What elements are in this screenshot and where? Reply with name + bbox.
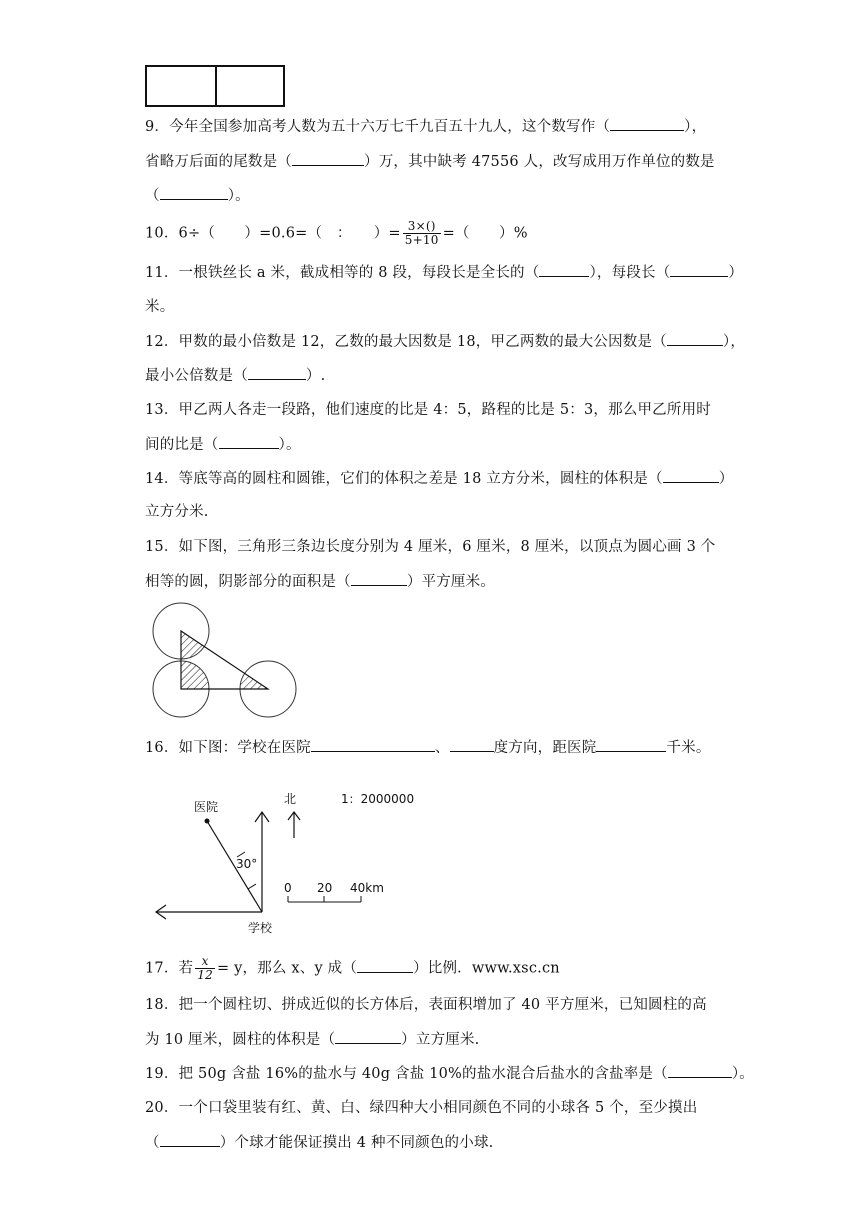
school-label: 学校: [248, 921, 273, 935]
q18-text: 18．把一个圆柱切、拼成近似的长方体后，表面积增加了 40 平方厘米，已知圆柱的高: [145, 997, 707, 1013]
q17-fraction: [195, 955, 215, 982]
q13-line1: [145, 400, 711, 420]
q9-text: ）万，其中缺考 47556 人，改写成用万作单位的数是: [364, 154, 715, 170]
q9-text: ）。: [227, 188, 250, 204]
q12-text: 12．甲数的最小倍数是 12，乙数的最大因数是 18，甲乙两数的最大公因数是（: [145, 334, 667, 350]
q9-text: 省略万后面的尾数是（: [145, 154, 292, 170]
q11-text: ），每段长（: [589, 265, 671, 281]
q13-text: 13．甲乙两人各走一段路，他们速度的比是 4：5，路程的比是 5：3，那么甲乙所用时: [145, 402, 711, 418]
q18-text: 为 10 厘米，圆柱的体积是（: [145, 1032, 336, 1048]
q11-blank-1[interactable]: [539, 262, 589, 277]
q17-text: 17．若: [145, 960, 194, 977]
q15-blank[interactable]: [351, 571, 407, 586]
tick-mark-2: [248, 884, 256, 889]
q19-blank[interactable]: [668, 1063, 732, 1078]
q15-text: ）平方厘米。: [406, 574, 496, 590]
q11-text: ）: [728, 265, 744, 281]
q15-text: 15．如下图，三角形三条边长度分别为 4 厘米，6 厘米，8 厘米，以顶点为圆心画 3 个: [145, 539, 716, 555]
q18-line1: [145, 995, 707, 1015]
q9-blank-3[interactable]: [160, 185, 228, 200]
q19-line: [145, 1063, 754, 1084]
q14-blank[interactable]: [663, 468, 719, 483]
q12-blank-2[interactable]: [248, 365, 306, 380]
q20-text: （: [145, 1135, 160, 1151]
q20-blank[interactable]: [160, 1132, 220, 1147]
q17-blank[interactable]: [357, 958, 413, 973]
q16-direction-map: [150, 788, 430, 938]
q15-line2: [145, 571, 495, 592]
hospital-label: 医院: [194, 800, 219, 814]
q10-line: [145, 220, 528, 247]
q13-line2: [145, 434, 301, 455]
q10-frac-numerator: 3×(): [403, 220, 441, 234]
q16-line: [145, 737, 711, 758]
q13-text: ）。: [278, 437, 301, 453]
q16-text: 度方向，距医院: [493, 740, 597, 756]
q17-frac-numerator: x: [195, 955, 215, 969]
q14-text: 14．等底等高的圆柱和圆锥，它们的体积之差是 18 立方分米，圆柱的体积是（: [145, 471, 663, 487]
q9-blank-1[interactable]: [610, 116, 684, 131]
q18-line2: [145, 1029, 479, 1050]
q20-text: ）个球才能保证摸出 4 种不同颜色的小球.: [219, 1135, 494, 1151]
q17-frac-denominator: 12: [197, 968, 213, 982]
q11-line1: [145, 262, 743, 283]
q9-line1: [145, 116, 706, 137]
scale-ratio-label: 1：2000000: [341, 792, 415, 806]
answer-box-pair: [145, 65, 285, 107]
q19-text: 19．把 50g 含盐 16%的盐水与 40g 含盐 10%的盐水混合后盐水的含盐率是（: [145, 1066, 668, 1082]
q17-text: ）比例．www.xsc.cn: [413, 960, 560, 977]
q18-text: ）立方厘米.: [401, 1032, 480, 1048]
q11-line2: [145, 297, 174, 317]
box-divider: [215, 67, 217, 105]
q9-text: ），: [684, 119, 707, 135]
scale-tick-0: 0: [284, 881, 292, 895]
q12-line1: [145, 331, 745, 352]
angle-label: 30°: [236, 857, 258, 871]
q16-blank-2[interactable]: [450, 737, 494, 752]
north-label: 北: [284, 792, 297, 806]
q12-text: ）.: [305, 368, 326, 384]
q10-text: 10．6÷（ ）=0.6=（ ： ）=: [145, 225, 401, 242]
q15-circles-triangle-figure: [145, 596, 305, 721]
scale-tick-20: 20: [317, 881, 333, 895]
q10-text: =（ ）%: [442, 225, 528, 242]
q14-text: ）: [718, 471, 734, 487]
q9-line2: [145, 151, 715, 172]
q11-text: 米。: [145, 299, 175, 315]
q11-blank-2[interactable]: [670, 262, 728, 277]
q9-blank-2[interactable]: [292, 151, 364, 166]
q9-text: （: [145, 188, 160, 204]
q9-text: 9．今年全国参加高考人数为五十六万七千九百五十九人，这个数写作（: [145, 119, 611, 135]
q14-text: 立方分米.: [145, 504, 209, 520]
q14-line2: [145, 502, 209, 522]
q10-fraction: [403, 220, 441, 247]
q16-blank-1[interactable]: [311, 737, 435, 752]
q14-line1: [145, 468, 733, 489]
q12-text: 最小公倍数是（: [145, 368, 248, 384]
q16-text: 千米。: [666, 740, 711, 756]
q11-text: 11．一根铁丝长 a 米，截成相等的 8 段，每段长是全长的（: [145, 265, 540, 281]
q15-line1: [145, 537, 716, 557]
q17-line: [145, 955, 560, 982]
q10-frac-denominator: 5+10: [404, 233, 439, 247]
q15-text: 相等的圆，阴影部分的面积是（: [145, 574, 351, 590]
q20-line2: [145, 1132, 493, 1153]
q12-blank-1[interactable]: [667, 331, 723, 346]
q20-text: 20．一个口袋里装有红、黄、白、绿四种大小相同颜色不同的小球各 5 个，至少摸出: [145, 1100, 698, 1116]
q20-line1: [145, 1098, 697, 1118]
q17-text: = y，那么 x、y 成（: [216, 960, 358, 977]
q19-text: ）。: [731, 1066, 754, 1082]
q16-text: 、: [434, 740, 450, 756]
q18-blank[interactable]: [335, 1029, 401, 1044]
q13-blank[interactable]: [219, 434, 279, 449]
q13-text: 间的比是（: [145, 437, 219, 453]
q9-line3: [145, 185, 250, 206]
q12-text: ），: [722, 334, 746, 350]
scale-tick-40km: 40km: [350, 881, 384, 895]
q12-line2: [145, 365, 325, 386]
q16-text: 16．如下图：学校在医院: [145, 740, 311, 756]
q16-blank-3[interactable]: [596, 737, 666, 752]
